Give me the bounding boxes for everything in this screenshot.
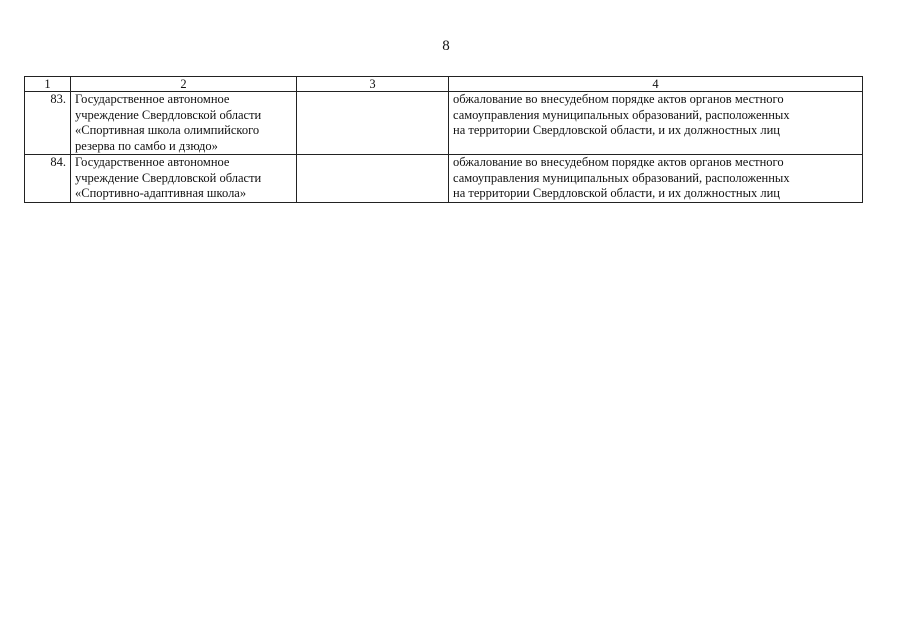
institution-name-line: учреждение Свердловской области — [75, 107, 262, 122]
institution-name-line: учреждение Свердловской области — [75, 170, 262, 185]
description-line: обжалование во внесудебном порядке актов органов местного — [453, 155, 784, 169]
institution-name — [71, 155, 297, 203]
description-line: на территории Свердловской области, и их должностных лиц — [453, 186, 780, 200]
table-header-row — [25, 77, 863, 92]
table-row — [25, 92, 863, 155]
header-col-3: 3 — [297, 77, 449, 92]
institution-name-line: Государственное автономное — [75, 155, 230, 169]
institution-name-line: «Спортивно-адаптивная школа» — [75, 186, 247, 200]
institution-name-line: «Спортивная школа олимпийского — [75, 123, 260, 137]
header-col-2: 2 — [71, 77, 297, 92]
description-line: обжалование во внесудебном порядке актов органов местного — [453, 92, 784, 106]
column-3-cell — [297, 92, 449, 155]
column-3-cell — [297, 155, 449, 203]
description — [449, 92, 863, 155]
description-line: самоуправления муниципальных образований, расположенных — [453, 170, 790, 185]
description-line: на территории Свердловской области, и их должностных лиц — [453, 123, 780, 137]
header-col-1: 1 — [25, 77, 71, 92]
description-line: самоуправления муниципальных образований, расположенных — [453, 107, 790, 122]
table-row — [25, 155, 863, 203]
document-table — [24, 76, 863, 203]
institution-name — [71, 92, 297, 155]
institution-name-line: Государственное автономное — [75, 92, 230, 106]
institution-name-line: резерва по самбо и дзюдо» — [75, 138, 218, 153]
row-number: 83. — [25, 92, 71, 155]
row-number: 84. — [25, 155, 71, 203]
header-col-4: 4 — [449, 77, 863, 92]
description — [449, 155, 863, 203]
page-number: 8 — [442, 38, 450, 54]
